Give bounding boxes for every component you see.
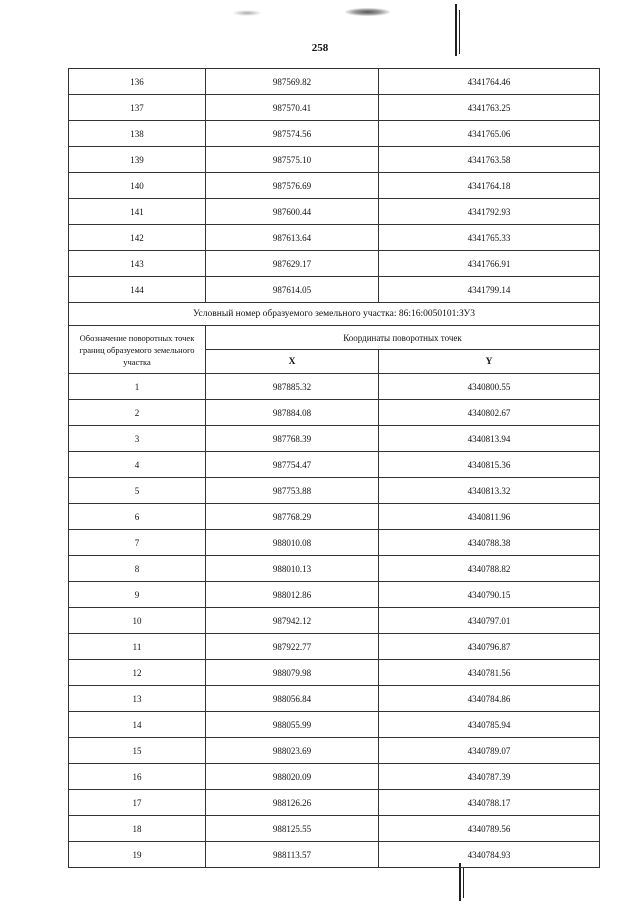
- point-number-cell: 5: [69, 478, 206, 504]
- point-number-cell: 14: [69, 712, 206, 738]
- point-number-cell: 137: [69, 95, 206, 121]
- scan-smudge: [232, 10, 262, 16]
- point-number-cell: 2: [69, 400, 206, 426]
- table-bottom-body: [69, 374, 600, 868]
- x-coordinate-cell: 987600.44: [206, 199, 379, 225]
- table-row: [69, 277, 600, 303]
- y-coordinate-cell: 4341765.33: [379, 225, 600, 251]
- table-row: [69, 608, 600, 634]
- x-column-header: X: [206, 350, 379, 374]
- y-coordinate-cell: 4340788.82: [379, 556, 600, 582]
- point-number-cell: 13: [69, 686, 206, 712]
- x-coordinate-cell: 988056.84: [206, 686, 379, 712]
- y-coordinate-cell: 4341764.18: [379, 173, 600, 199]
- y-coordinate-cell: 4341792.93: [379, 199, 600, 225]
- x-coordinate-cell: 988079.98: [206, 660, 379, 686]
- table-row: [69, 712, 600, 738]
- x-coordinate-cell: 987942.12: [206, 608, 379, 634]
- table-row: [69, 478, 600, 504]
- x-coordinate-cell: 987569.82: [206, 69, 379, 95]
- x-coordinate-cell: 988055.99: [206, 712, 379, 738]
- x-coordinate-cell: 987754.47: [206, 452, 379, 478]
- point-number-cell: 144: [69, 277, 206, 303]
- point-number-cell: 17: [69, 790, 206, 816]
- table-row: [69, 426, 600, 452]
- table-row: [69, 95, 600, 121]
- x-coordinate-cell: 988113.57: [206, 842, 379, 868]
- table-row: [69, 556, 600, 582]
- x-coordinate-cell: 987884.08: [206, 400, 379, 426]
- section-header: [69, 303, 600, 374]
- point-number-cell: 136: [69, 69, 206, 95]
- table-row: [69, 738, 600, 764]
- y-coordinate-cell: 4340788.38: [379, 530, 600, 556]
- table-row: [69, 121, 600, 147]
- point-number-cell: 141: [69, 199, 206, 225]
- point-number-cell: 9: [69, 582, 206, 608]
- x-coordinate-cell: 988020.09: [206, 764, 379, 790]
- x-coordinate-cell: 987768.29: [206, 504, 379, 530]
- y-coordinate-cell: 4340784.86: [379, 686, 600, 712]
- point-number-cell: 19: [69, 842, 206, 868]
- point-number-cell: 11: [69, 634, 206, 660]
- point-number-cell: 143: [69, 251, 206, 277]
- coordinates-table: [68, 68, 600, 868]
- table-row: [69, 69, 600, 95]
- table-row: [69, 251, 600, 277]
- point-number-cell: 4: [69, 452, 206, 478]
- y-coordinate-cell: 4340813.32: [379, 478, 600, 504]
- y-coordinate-cell: 4340788.17: [379, 790, 600, 816]
- x-coordinate-cell: 988010.13: [206, 556, 379, 582]
- x-coordinate-cell: 987885.32: [206, 374, 379, 400]
- y-coordinate-cell: 4340811.96: [379, 504, 600, 530]
- y-coordinate-cell: 4340787.39: [379, 764, 600, 790]
- cadastral-number-row: [69, 303, 600, 326]
- x-coordinate-cell: 988023.69: [206, 738, 379, 764]
- table-row: [69, 225, 600, 251]
- scan-binding-line: [463, 868, 464, 898]
- x-coordinate-cell: 987576.69: [206, 173, 379, 199]
- table-row: [69, 686, 600, 712]
- x-coordinate-cell: 988125.55: [206, 816, 379, 842]
- y-coordinate-cell: 4341799.14: [379, 277, 600, 303]
- x-coordinate-cell: 987575.10: [206, 147, 379, 173]
- point-number-cell: 142: [69, 225, 206, 251]
- header-row: [69, 326, 600, 350]
- point-number-cell: 140: [69, 173, 206, 199]
- table-row: [69, 374, 600, 400]
- y-coordinate-cell: 4341763.25: [379, 95, 600, 121]
- point-number-cell: 1: [69, 374, 206, 400]
- table-row: [69, 790, 600, 816]
- table-row: [69, 634, 600, 660]
- x-coordinate-cell: 988012.86: [206, 582, 379, 608]
- x-coordinate-cell: 988010.08: [206, 530, 379, 556]
- point-number-cell: 8: [69, 556, 206, 582]
- table-row: [69, 504, 600, 530]
- point-designation-header: Обозначение поворотных точек границ образуемого земельного участка: [69, 326, 206, 374]
- point-number-cell: 6: [69, 504, 206, 530]
- x-coordinate-cell: 987613.64: [206, 225, 379, 251]
- y-coordinate-cell: 4340797.01: [379, 608, 600, 634]
- y-coordinate-cell: 4341765.06: [379, 121, 600, 147]
- table-row: [69, 816, 600, 842]
- x-coordinate-cell: 987629.17: [206, 251, 379, 277]
- y-coordinate-cell: 4341764.46: [379, 69, 600, 95]
- y-coordinate-cell: 4340813.94: [379, 426, 600, 452]
- point-number-cell: 139: [69, 147, 206, 173]
- y-coordinate-cell: 4341766.91: [379, 251, 600, 277]
- y-coordinate-cell: 4340784.93: [379, 842, 600, 868]
- x-coordinate-cell: 987570.41: [206, 95, 379, 121]
- point-number-cell: 7: [69, 530, 206, 556]
- x-coordinate-cell: 987614.05: [206, 277, 379, 303]
- point-number-cell: 15: [69, 738, 206, 764]
- y-coordinate-cell: 4340802.67: [379, 400, 600, 426]
- table-row: [69, 660, 600, 686]
- point-number-cell: 16: [69, 764, 206, 790]
- y-coordinate-cell: 4341763.58: [379, 147, 600, 173]
- page-number: 258: [311, 42, 329, 54]
- y-coordinate-cell: 4340815.36: [379, 452, 600, 478]
- scan-binding-line: [459, 863, 461, 901]
- y-coordinate-cell: 4340790.15: [379, 582, 600, 608]
- table-row: [69, 147, 600, 173]
- table-row: [69, 842, 600, 868]
- x-coordinate-cell: 987753.88: [206, 478, 379, 504]
- point-number-cell: 138: [69, 121, 206, 147]
- x-coordinate-cell: 988126.26: [206, 790, 379, 816]
- y-coordinate-cell: 4340785.94: [379, 712, 600, 738]
- table-row: [69, 530, 600, 556]
- y-coordinate-cell: 4340789.07: [379, 738, 600, 764]
- table-row: [69, 452, 600, 478]
- point-number-cell: 18: [69, 816, 206, 842]
- scan-smudge: [345, 8, 390, 16]
- cadastral-number-title: Условный номер образуемого земельного участка: 86:16:0050101:ЗУ3: [69, 303, 600, 326]
- x-coordinate-cell: 987574.56: [206, 121, 379, 147]
- y-column-header: Y: [379, 350, 600, 374]
- point-number-cell: 3: [69, 426, 206, 452]
- table-row: [69, 582, 600, 608]
- table-row: [69, 400, 600, 426]
- point-number-cell: 10: [69, 608, 206, 634]
- y-coordinate-cell: 4340789.56: [379, 816, 600, 842]
- point-number-cell: 12: [69, 660, 206, 686]
- x-coordinate-cell: 987922.77: [206, 634, 379, 660]
- y-coordinate-cell: 4340800.55: [379, 374, 600, 400]
- table-row: [69, 764, 600, 790]
- table-top-body: [69, 69, 600, 303]
- table-row: [69, 173, 600, 199]
- coordinates-header: Координаты поворотных точек: [206, 326, 600, 350]
- table-row: [69, 199, 600, 225]
- x-coordinate-cell: 987768.39: [206, 426, 379, 452]
- y-coordinate-cell: 4340781.56: [379, 660, 600, 686]
- y-coordinate-cell: 4340796.87: [379, 634, 600, 660]
